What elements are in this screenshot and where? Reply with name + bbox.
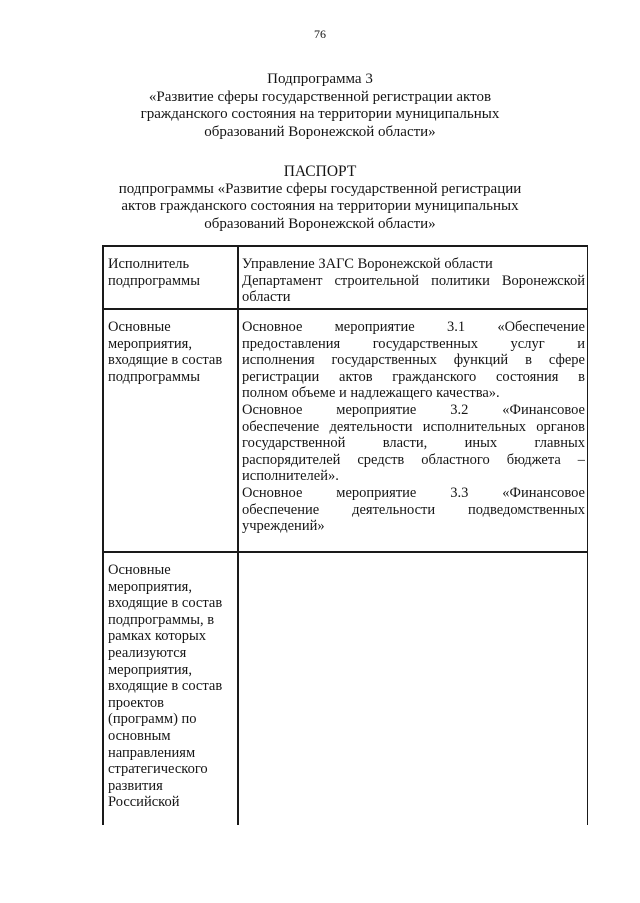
subprogram-title: [0, 71, 640, 141]
cell-line: Основные: [108, 562, 171, 578]
cell-line: распорядителей средств областного бюджета –: [242, 451, 585, 468]
cell-line: подпрограммы: [108, 368, 200, 385]
cell-line: подпрограммы, в: [108, 611, 215, 628]
cell-line: развития: [108, 777, 163, 794]
table-row-activities-label: [108, 319, 238, 385]
cell-line: входящие в состав: [108, 352, 223, 369]
cell-line: Управление ЗАГС Воронежской области: [242, 256, 493, 272]
cell-line: подпрограммы: [108, 272, 200, 289]
passport-line: актов гражданского состояния на территории муниципальных: [121, 198, 519, 215]
cell-line: направлениям: [108, 744, 196, 761]
table-border-top: [102, 245, 588, 247]
table-border-right: [587, 245, 589, 825]
cell-line: исполнителей».: [242, 468, 339, 485]
title-line: гражданского состояния на территории муниципальных: [140, 106, 500, 123]
cell-line: входящие в состав: [108, 595, 223, 612]
passport-line: образований Воронежской области»: [204, 215, 436, 232]
cell-line: предоставления государственных услуг и: [242, 335, 585, 352]
cell-line: стратегического: [108, 761, 208, 778]
cell-line: Основное мероприятие 3.3 «Финансовое: [242, 484, 585, 501]
cell-line: реализуются: [108, 644, 187, 661]
passport-heading: ПАСПОРТ: [283, 163, 357, 180]
cell-line: проектов: [108, 694, 164, 711]
title-line: «Развитие сферы государственной регистрации актов: [148, 88, 492, 105]
cell-line: государственной власти, иных главных: [242, 435, 585, 452]
cell-line: обеспечение деятельности подведомственных: [242, 501, 585, 518]
table-row-project-activities-label: [108, 562, 238, 811]
cell-line: Основные: [108, 319, 171, 335]
cell-line: мероприятия,: [108, 661, 192, 678]
passport-header: [0, 163, 640, 233]
title-line: Подпрограмма 3: [267, 71, 373, 87]
row-separator: [102, 308, 588, 310]
table-row-activities-value: [242, 319, 585, 535]
cell-line: основным: [108, 727, 171, 744]
table-row-executor-label: [108, 256, 238, 289]
cell-line: Основное мероприятие 3.2 «Финансовое: [242, 401, 585, 418]
cell-line: полном объеме и надлежащего качества».: [242, 385, 500, 402]
cell-line: области: [242, 289, 291, 306]
cell-line: мероприятия,: [108, 578, 192, 595]
table-border-left: [102, 245, 104, 825]
cell-line: исполнения государственных функций в сфере: [242, 352, 585, 369]
cell-line: (программ) по: [108, 711, 197, 728]
cell-line: входящие в состав: [108, 678, 223, 695]
table-row-executor-value: [242, 256, 585, 306]
cell-line: рамках которых: [108, 628, 207, 645]
row-separator: [102, 551, 588, 553]
cell-line: учреждений»: [242, 518, 325, 535]
cell-line: обеспечение деятельности исполнительных органов: [242, 418, 585, 435]
cell-line: регистрации актов гражданского состояния в: [242, 368, 585, 385]
cell-line: мероприятия,: [108, 335, 192, 352]
cell-line: Основное мероприятие 3.1 «Обеспечение: [242, 319, 585, 335]
cell-line: Российской: [108, 794, 180, 811]
title-line: образований Воронежской области»: [204, 123, 436, 140]
passport-table: [102, 245, 588, 825]
page-number: 76: [314, 27, 326, 41]
passport-line: подпрограммы «Развитие сферы государственной регистрации: [118, 180, 522, 197]
cell-line: Исполнитель: [108, 256, 190, 272]
cell-line: Департамент строительной политики Воронежской: [242, 272, 585, 289]
